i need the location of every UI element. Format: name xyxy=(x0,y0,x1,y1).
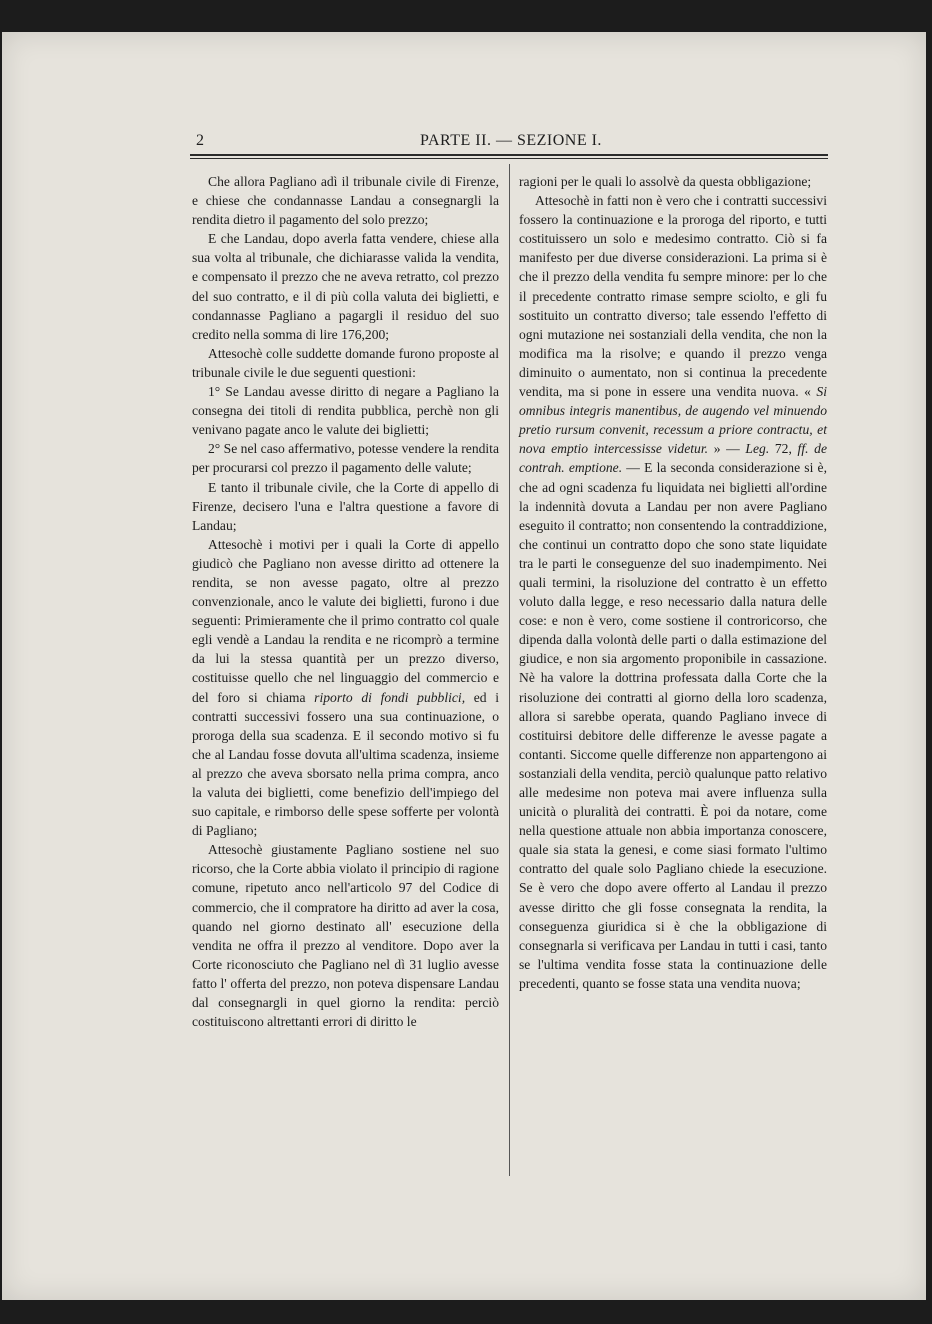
text-run: 72, xyxy=(769,441,798,457)
paragraph: Attesochè colle suddette domande furono proposte al tribunale civile le due seguenti questioni: xyxy=(192,345,499,380)
paragraph: E che Landau, dopo averla fatta vendere, chiese alla sua volta al tribunale, che dichiarasse valida la vendita, e compensato il prezzo che ne aveva retratto, col prezzo del suo contratto, e il di più colla valuta dei biglietti, e condannasse Pagliano a pagargli il residuo del suo credito nella somma di lire 176,200; xyxy=(192,231,499,342)
text-run: » — xyxy=(708,441,746,457)
right-column xyxy=(519,172,827,993)
latin-quotation: Si omnibus integris manentibus, de augendo vel minuendo pretio rursum convenit, recessum a priore contractu, et nova emptio intercessisse videtur. xyxy=(519,384,827,457)
citation: Leg. xyxy=(745,441,770,457)
paragraph: 1° Se Landau avesse diritto di negare a Pagliano la consegna dei titoli di rendita pubblica, perchè non gli venivano pagate anco le valute dei biglietti; xyxy=(192,384,499,438)
running-title: PARTE II. — SEZIONE I. xyxy=(420,132,602,149)
header-rule-thin xyxy=(190,158,828,159)
paragraph: Attesochè giustamente Pagliano sostiene nel suo ricorso, che la Corte abbia violato il principio di ragione comune, ripetuto anco nell'articolo 97 del Codice di commercio, che il compratore ha diritto ad aver la cosa, quando nel giorno destinato all' esecuzione della vendita ne offra il prezzo al venditore. Dopo aver la Corte riconosciuto che Pagliano nel dì 31 luglio avesse fatto l' offerta del prezzo, non poteva dispensare Landau dal consegnargli in quel giorno la rendita: perciò costituiscono altrettanti errori di diritto le xyxy=(192,842,499,1030)
header-rule-thick xyxy=(190,154,828,156)
paragraph: Che allora Pagliano adì il tribunale civile di Firenze, e chiese che condannasse Landau a consegnargli la rendita dietro il pagamento del solo prezzo; xyxy=(192,174,499,228)
paragraph: E tanto il tribunale civile, che la Corte di appello di Firenze, decisero l'una e l'altra questione a favore di Landau; xyxy=(192,479,499,533)
page-number: 2 xyxy=(196,132,204,149)
text-run: Attesochè in fatti non è vero che i contratti successivi fossero la continuazione e la proroga del riporto, e tutti costituissero un solo e medesimo contratto. Ciò si fa manifesto per due diverse considerazioni. La prima si è che il prezzo della vendita fu sempre minore: per lo che il precedente contratto rimase sempre sciolto, e gli fu sostituito un contratto diverso; tale essendo l'effetto di ogni mutazione nei sostanziali della vendita, che non la modifica ma la risolve; e quando il prezzo venga diminuito o aumentato, non si continua la precedente vendita, ma si pone in essere una vendita nuova. « xyxy=(519,193,827,400)
paragraph xyxy=(192,535,499,841)
paragraph xyxy=(519,191,827,993)
italic-term: riporto di fondi pubblici, xyxy=(314,689,466,705)
left-column xyxy=(192,172,499,1031)
paragraph: 2° Se nel caso affermativo, potesse vendere la rendita per procurarsi col prezzo il pagamento delle valute; xyxy=(192,441,499,476)
citation: ff. de contrah. emptione. xyxy=(519,441,827,476)
text-run: Attesochè i motivi per i quali la Corte di appello giudicò che Pagliano non avesse diritto ad ottenere la rendita, se non avesse pagato, oltre al prezzo convenzionale, anco le valute dei biglietti, furono i due seguenti: Primieramente che il primo contratto col quale egli vendè a Landau la rendita e ne ricomprò a termine da lui la stessa quantità per un prezzo diverso, costituisse quello che nel linguaggio del commercio e del foro si chiama xyxy=(192,536,499,705)
column-divider xyxy=(509,164,510,1176)
paragraph: ragioni per le quali lo assolvè da questa obbligazione; xyxy=(519,174,812,189)
page-header xyxy=(196,132,826,152)
text-run: — E la seconda considerazione si è, che ad ogni scadenza fu liquidata nei biglietti all'ordine la indennità dovuta a Landau per non avere Pagliano eseguito il contratto; non consentendo la contraddizione, che continui un contratto dopo che sono state liquidate tra le parti le conseguenze del suo inadempimento. Nei quali termini, la risoluzione del contratto è un effetto voluto dalla legge, e reso necessario dalla natura delle cose: e non è vero, come sostiene il controricorso, che dipenda dalla volontà delle parti o dalla estimazione del giudice, e non sia argomento proponibile in cassazione. Nè ha valore la dottrina professata dalla Corte che la risoluzione dei contratti al giorno della loro scadenza, allora si sarebbe operata, quando Pagliano invece di costituirsi debitore delle differenze le avesse pagate a contanti. Siccome quelle differenze non appartengono ai sostanziali della vendita, perciò qualunque patto relativo alle medesime non poteva mai avere influenza sulla unicità o pluralità dei contratti. È poi da notare, come nella questione attuale non abbia importanza conoscere, quale sia stata la genesi, e come siasi formato l'ultimo contratto del quale solo Pagliano chiede la esecuzione. Se è vero che dopo avere offerto al Landau il prezzo avesse diritto che gli fosse consegnata la rendita, la conseguenza giuridica si è che la obbligazione di consegnarla si verificava per Landau in tutti i casi, tanto se l'ultima vendita fosse stata la continuazione delle precedenti, quanto se fosse stata una vendita nuova; xyxy=(519,460,827,991)
text-run: ed i contratti successivi fossero una sua continuazione, o proroga della sua scadenza. E il secondo motivo si fu che al Landau fosse dovuta all'ultima scadenza, insieme al prezzo che aveva sborsato nella prima compra, anco la valuta dei biglietti, come benefizio dell'impiego del suo capitale, e rimborso delle spese sofferte per volontà di Pagliano; xyxy=(192,689,500,839)
